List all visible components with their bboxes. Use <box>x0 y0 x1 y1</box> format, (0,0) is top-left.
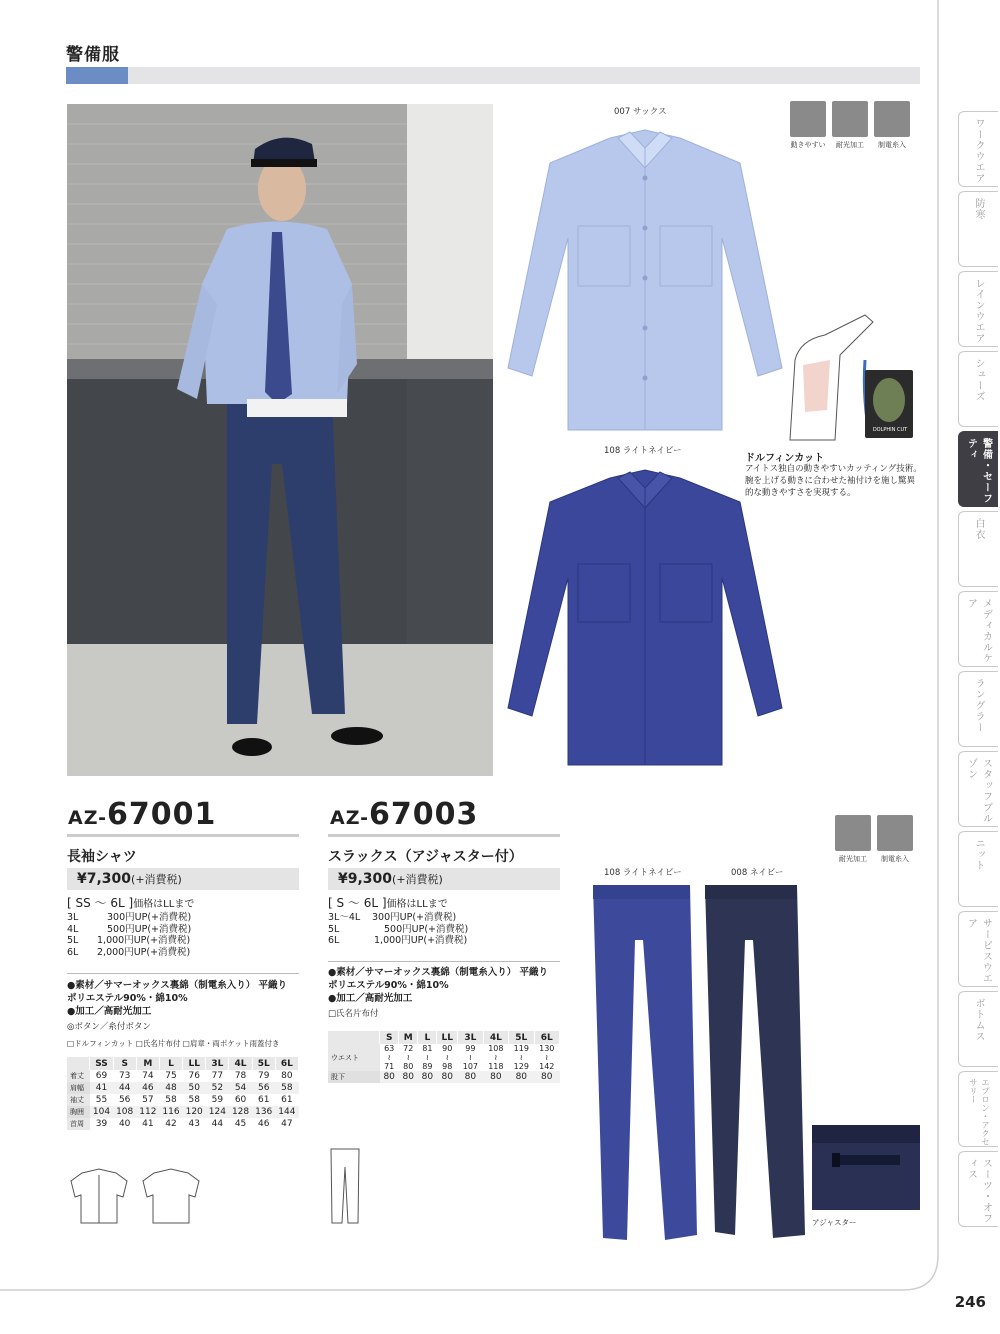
category-tabs <box>938 0 1000 1300</box>
tab-service-wear[interactable]: サービスウエア <box>958 911 998 987</box>
shirt-color-label-lightnavy: 108 ライトネイビー <box>604 446 682 456</box>
adjuster-closeup <box>812 1125 920 1210</box>
table-row: 首周 39 40 41 42 43 44 45 46 47 <box>67 1118 299 1130</box>
table-row: 袖丈 55 56 57 58 58 59 60 61 61 <box>67 1094 299 1106</box>
dolphin-cut-badge: DOLPHIN CUT <box>872 427 908 433</box>
table-row: 股下 80 80 80 80 80 80 80 80 <box>328 1071 560 1083</box>
adjuster-caption: アジャスター <box>812 1218 857 1227</box>
tab-medical-care[interactable]: メディカルケア <box>958 591 998 667</box>
dolphin-cut-title: ドルフィンカット <box>745 453 825 464</box>
title-bar <box>66 67 920 84</box>
dolphin-cut-description: アイトス独自の動きやすいカッティング技術。 腕を上げる動きに合わせた袖付けを施し驚異 的な動きやすさを実現する。 <box>745 464 922 498</box>
tab-cold-protection[interactable]: 防寒 <box>958 191 998 267</box>
lightfast-icon: 耐光加工 <box>832 101 868 150</box>
tab-white-coat[interactable]: 白衣 <box>958 511 998 587</box>
tab-security-safety[interactable]: 警備・セーフティ <box>958 431 998 507</box>
product2-name: スラックス（アジャスター付） <box>328 849 523 865</box>
tab-bottoms[interactable]: ボトムス <box>958 991 998 1067</box>
tab-shoes[interactable]: シューズ <box>958 351 998 427</box>
product1-size-range: [ SS ～ 6L ]価格はLLまで <box>67 896 195 910</box>
tab-rainwear[interactable]: レインウエア <box>958 271 998 347</box>
product1-price: ¥7,300 (+消費税) <box>67 868 299 890</box>
slacks-color-label-lightnavy: 108 ライトネイビー <box>604 868 682 878</box>
section-title: 警備服 <box>66 45 120 65</box>
table-row: 胸囲 104 108 112 116 120 124 128 136 144 <box>67 1106 299 1118</box>
tab-staff-blouson[interactable]: スタッフブルゾン <box>958 751 998 827</box>
slacks-color-label-navy: 008 ネイビー <box>731 868 784 878</box>
tab-workwear[interactable]: ワークウエア <box>958 111 998 187</box>
table-row: 着丈 69 73 74 75 76 77 78 79 80 <box>67 1070 299 1082</box>
tab-wrangler[interactable]: ラングラー <box>958 671 998 747</box>
tab-knit[interactable]: ニット <box>958 831 998 907</box>
dolphin-cut-illustration <box>785 300 920 448</box>
model-photo <box>67 104 493 776</box>
product2-price: ¥9,300 (+消費税) <box>328 868 560 890</box>
antistatic-icon: 制電糸入 <box>877 815 913 864</box>
product2-specs: ●素材／サマーオックス裏綿（制電糸入り） 平織り ポリエステル90%・綿10% ●加工／高耐光加工 □氏名片布付 <box>328 967 549 1019</box>
shirt-color-label-sax: 007 サックス <box>614 107 667 117</box>
product2-size-table: S M L LL 3L 4L 5L 6L ウエスト 63 ≀ 71 72 ≀ 80 81 ≀ 89 90 ≀ 98 99 ≀ 107 108 ≀ 118 119 ≀ 129 130 ≀ 142 股下 80 80 80 80 80 80 80 80 <box>328 1031 560 1083</box>
product1-divider <box>67 973 299 974</box>
product2-divider <box>328 961 560 962</box>
page-number: 246 <box>954 1293 986 1311</box>
product1-rule <box>67 834 299 837</box>
shirt-image-sax <box>500 118 790 438</box>
product1-specs: ●素材／サマーオックス裏綿（制電糸入り） 平織り ポリエステル90%・綿10% ●加工／高耐光加工 ◎ボタン／糸付ボタン □ドルフィンカット □氏名片布付 □肩章・両ポケット雨蓋付き <box>67 980 288 1048</box>
tab-apron-accessory[interactable]: エプロン・アクセサリー <box>958 1071 998 1147</box>
shirt-image-lightnavy <box>500 460 790 770</box>
product1-size-table: SS S M L LL 3L 4L 5L 6L 着丈 69 73 74 75 76 77 78 79 80 肩幅 41 44 46 48 50 52 54 56 58 袖丈 55 56 57 58 58 59 60 61 61 胸囲 104 108 112 116 120 124 128 136 144 首周 39 40 41 42 43 44 45 46 47 <box>67 1057 299 1130</box>
title-bar-accent <box>66 67 128 84</box>
product2-code: AZ-67003 <box>330 797 479 832</box>
product2-upcharge-list: 3L～4L 300円UP(+消費税) 5L 500円UP(+消費税) 6L 1,000円UP(+消費税) <box>328 912 469 946</box>
tab-suit-office[interactable]: スーツ・オフィス <box>958 1151 998 1227</box>
product1-code: AZ-67001 <box>68 797 217 832</box>
table-row: ウエスト 63 ≀ 71 72 ≀ 80 81 ≀ 89 90 ≀ 98 99 ≀ 107 108 ≀ 118 119 ≀ 129 130 ≀ 142 <box>328 1044 560 1071</box>
product1-upcharge-list: 3L 300円UP(+消費税) 4L 500円UP(+消費税) 5L 1,000円UP(+消費税) 6L 2,000円UP(+消費税) <box>67 912 192 958</box>
slacks-feature-icons <box>835 815 913 864</box>
stretch-icon: 動きやすい <box>790 101 826 150</box>
table-row: 肩幅 41 44 46 48 50 52 54 56 58 <box>67 1082 299 1094</box>
slacks-images <box>585 880 815 1245</box>
antistatic-icon: 制電糸入 <box>874 101 910 150</box>
product2-size-range: [ S ～ 6L ]価格はLLまで <box>328 896 448 910</box>
lightfast-icon: 耐光加工 <box>835 815 871 864</box>
shirt-line-drawing <box>67 1167 202 1227</box>
slacks-line-drawing <box>328 1147 362 1225</box>
product1-name: 長袖シャツ <box>67 849 137 865</box>
shirt-feature-icons <box>790 101 910 150</box>
product2-rule <box>328 834 560 837</box>
